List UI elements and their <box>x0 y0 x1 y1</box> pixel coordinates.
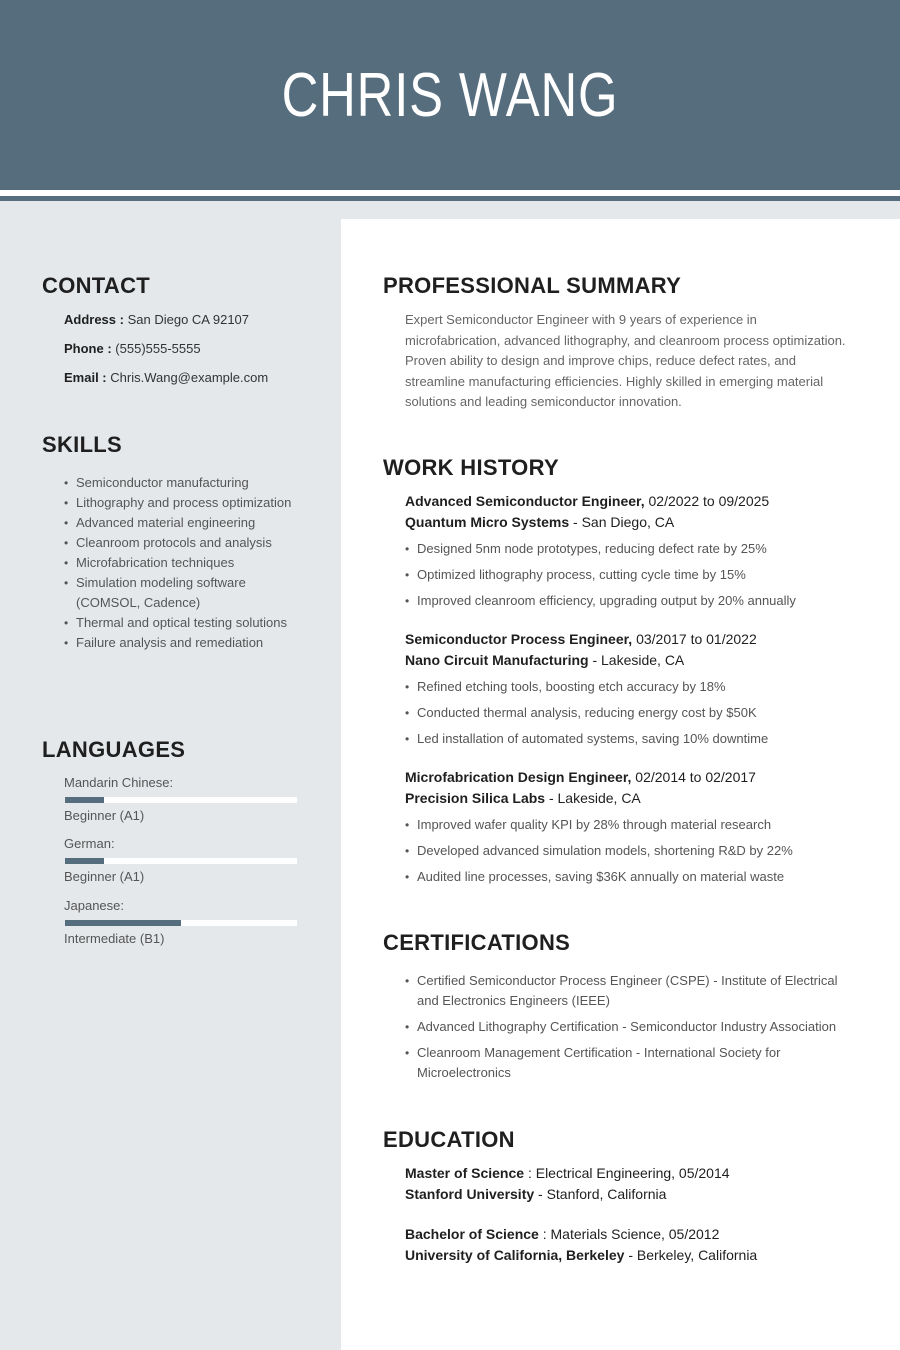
job-location: - Lakeside, CA <box>592 652 685 668</box>
certification-item: • Certified Semiconductor Process Engineer (CSPE) - Institute of Electrical and Electronics Engineers (IEEE) <box>405 971 855 1011</box>
certification-item: • Advanced Lithography Certification - Semiconductor Industry Association <box>405 1017 855 1037</box>
job-title-line <box>405 767 756 788</box>
address-label: Address : <box>64 312 124 327</box>
job-dates: 03/2017 to 01/2022 <box>636 631 757 647</box>
job-location: - Lakeside, CA <box>548 790 641 806</box>
job-bullet: • Audited line processes, saving $36K annually on material waste <box>405 864 855 890</box>
language-name: German: <box>64 836 115 851</box>
languages-title: LANGUAGES <box>42 737 186 762</box>
education-location: - Berkeley, California <box>628 1247 758 1263</box>
job-company-line <box>405 788 641 809</box>
job-bullets <box>405 812 855 890</box>
language-level: Beginner (A1) <box>64 869 145 884</box>
education-degree-line <box>405 1163 730 1184</box>
job-company: Precision Silica Labs <box>405 790 546 806</box>
contact-email <box>64 370 268 385</box>
skill-item: • Simulation modeling software (COMSOL, Cadence) <box>64 573 304 613</box>
candidate-name: CHRIS WANG <box>281 60 619 130</box>
language-proficiency-fill <box>65 797 104 803</box>
education-field: : Materials Science, 05/2012 <box>542 1226 720 1242</box>
job-dates: 02/2014 to 02/2017 <box>635 769 756 785</box>
skills-title: SKILLS <box>42 432 123 457</box>
job-company: Nano Circuit Manufacturing <box>405 652 589 668</box>
skill-item: • Cleanroom protocols and analysis <box>64 533 304 553</box>
language-level: Beginner (A1) <box>64 808 145 823</box>
job-company: Quantum Micro Systems <box>405 514 570 530</box>
summary-title: PROFESSIONAL SUMMARY <box>383 273 682 298</box>
job-bullet: • Led installation of automated systems, saving 10% downtime <box>405 726 855 752</box>
summary-text: Expert Semiconductor Engineer with 9 years of experience in microfabrication, advanced lithography, and cleanroom process optimization. Proven ability to design and improve chips, reduce defect rates, and streamline manufacturing efficiencies. Highly skilled in emerging material solutions and leading semiconductor innovation. <box>405 312 846 409</box>
certifications-title: CERTIFICATIONS <box>383 930 571 955</box>
education-school: University of California, Berkeley <box>405 1247 625 1263</box>
job-location: - San Diego, CA <box>573 514 675 530</box>
job-company-line <box>405 650 684 671</box>
education-location: - Stanford, California <box>538 1186 667 1202</box>
skill-item: • Lithography and process optimization <box>64 493 304 513</box>
education-title: EDUCATION <box>383 1127 515 1152</box>
language-proficiency-bar <box>65 797 297 803</box>
job-bullet: • Refined etching tools, boosting etch accuracy by 18% <box>405 674 855 700</box>
work-title: WORK HISTORY <box>383 455 559 480</box>
contact-title: CONTACT <box>42 273 151 298</box>
skill-item: • Failure analysis and remediation <box>64 633 304 653</box>
job-role: Advanced Semiconductor Engineer, <box>405 493 645 509</box>
language-level: Intermediate (B1) <box>64 931 165 946</box>
language-name: Japanese: <box>64 898 124 913</box>
job-role: Semiconductor Process Engineer, <box>405 631 633 647</box>
contact-phone <box>64 341 201 356</box>
certification-item: • Cleanroom Management Certification - International Society for Microelectronics <box>405 1043 855 1083</box>
skill-item: • Microfabrication techniques <box>64 553 304 573</box>
job-bullet: • Optimized lithography process, cutting cycle time by 15% <box>405 562 855 588</box>
language-proficiency-bar <box>65 920 297 926</box>
skill-item: • Semiconductor manufacturing <box>64 473 304 493</box>
job-bullet: • Designed 5nm node prototypes, reducing defect rate by 25% <box>405 536 855 562</box>
job-dates: 02/2022 to 09/2025 <box>648 493 770 509</box>
phone-value: (555)555-5555 <box>115 341 201 356</box>
education-field: : Electrical Engineering, 05/2014 <box>527 1165 730 1181</box>
education-degree: Bachelor of Science <box>405 1226 539 1242</box>
language-proficiency-bar <box>65 858 297 864</box>
job-role: Microfabrication Design Engineer, <box>405 769 632 785</box>
contact-address <box>64 312 249 327</box>
phone-label: Phone : <box>64 341 112 356</box>
email-value: Chris.Wang@example.com <box>110 370 269 385</box>
language-proficiency-fill <box>65 858 104 864</box>
language-name: Mandarin Chinese: <box>64 775 174 790</box>
job-bullets <box>405 674 855 752</box>
job-bullet: • Improved wafer quality KPI by 28% through material research <box>405 812 855 838</box>
education-degree-line <box>405 1224 719 1245</box>
skills-list <box>64 473 304 653</box>
language-proficiency-fill <box>65 920 181 926</box>
education-school: Stanford University <box>405 1186 535 1202</box>
skill-item: • Advanced material engineering <box>64 513 304 533</box>
education-degree: Master of Science <box>405 1165 525 1181</box>
job-bullet: • Improved cleanroom efficiency, upgrading output by 20% annually <box>405 588 855 614</box>
email-label: Email : <box>64 370 107 385</box>
certifications-list <box>405 971 855 1089</box>
education-school-line <box>405 1184 666 1205</box>
job-bullet: • Conducted thermal analysis, reducing energy cost by $50K <box>405 700 855 726</box>
education-school-line <box>405 1245 757 1266</box>
job-bullet: • Developed advanced simulation models, shortening R&D by 22% <box>405 838 855 864</box>
job-company-line <box>405 512 674 533</box>
job-title-line <box>405 491 769 512</box>
address-value: San Diego CA 92107 <box>127 312 250 327</box>
skill-item: • Thermal and optical testing solutions <box>64 613 304 633</box>
job-bullets <box>405 536 855 614</box>
job-title-line <box>405 629 757 650</box>
